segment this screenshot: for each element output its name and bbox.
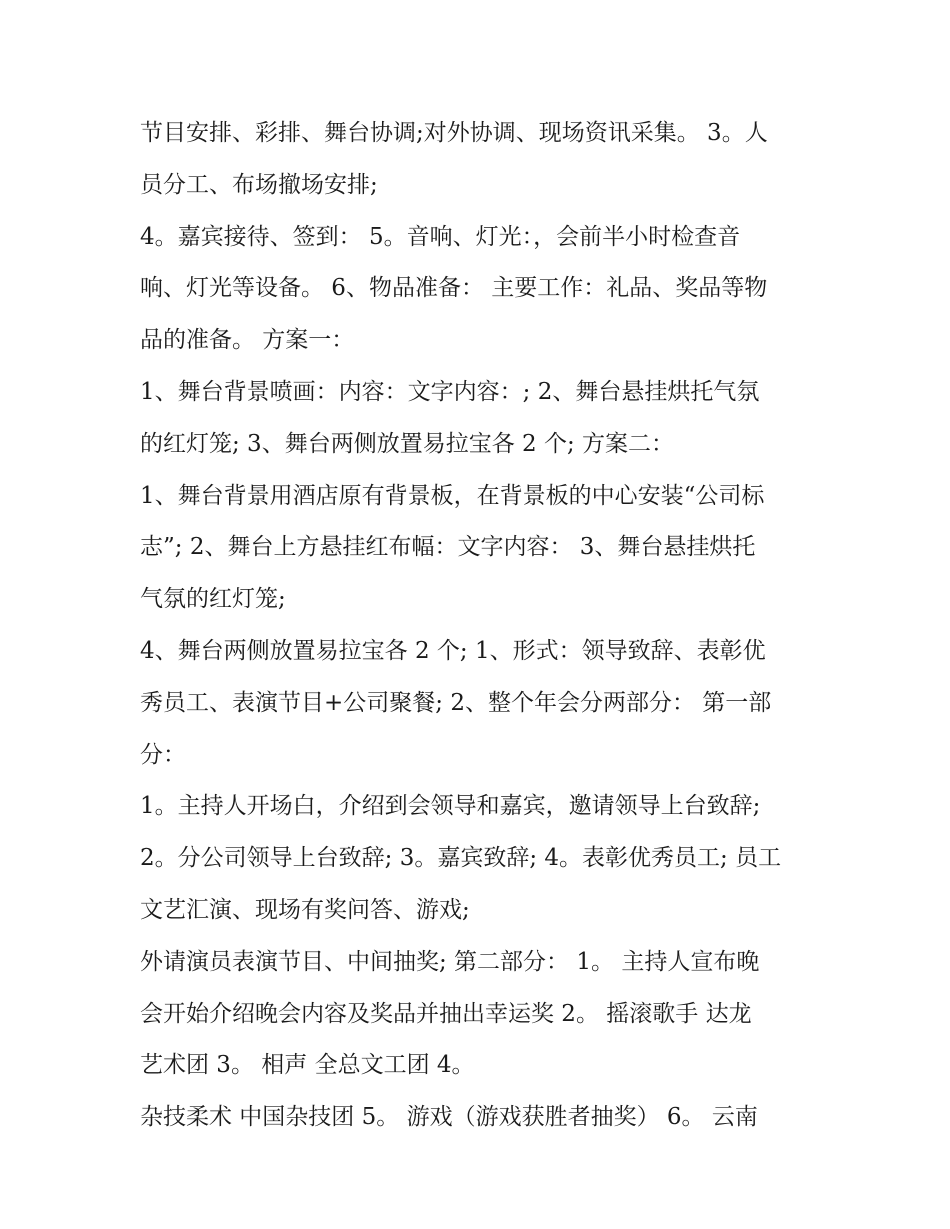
text-line: 2。分公司领导上台致辞; 3。嘉宾致辞; 4。表彰优秀员工; 员工 (140, 845, 782, 872)
text-line: 员分工、布场撤场安排; (140, 171, 378, 198)
text-line: 杂技柔术 中国杂技团 5。 游戏（游戏获胜者抽奖） 6。 云南 (140, 1104, 758, 1131)
text-line: 志”; 2、舞台上方悬挂红布幅：文字内容： 3、舞台悬挂烘托 (140, 534, 756, 561)
text-line: 4、舞台两侧放置易拉宝各 2 个; 1、形式：领导致辞、表彰优 (140, 637, 766, 664)
text-line: 艺术团 3。 相声 全总文工团 4。 (140, 1052, 475, 1079)
text-line: 秀员工、表演节目+公司聚餐; 2、整个年会分两部分： 第一部 (140, 689, 772, 716)
document-body (140, 108, 812, 1144)
text-line: 的红灯笼; 3、舞台两侧放置易拉宝各 2 个; 方案二： (140, 430, 675, 457)
text-line: 节目安排、彩排、舞台协调;对外协调、现场资讯采集。 3。人 (140, 120, 768, 146)
text-line: 文艺汇演、现场有奖问答、游戏; (140, 896, 470, 923)
text-line: 品的准备。 方案一： (140, 327, 355, 354)
text-line: 会开始介绍晚会内容及奖品并抽出幸运奖 2。 摇滚歌手 达龙 (140, 1000, 752, 1027)
text-line: 分： (140, 741, 186, 768)
text-line: 1。主持人开场白，介绍到会领导和嘉宾，邀请领导上台致辞; (140, 793, 761, 820)
text-line: 气氛的红灯笼; (140, 586, 286, 613)
text-line: 1、舞台背景用酒店原有背景板，在背景板的中心安装“公司标 (140, 482, 765, 509)
text-line: 外请演员表演节目、中间抽奖; 第二部分： 1。 主持人宣布晚 (140, 948, 760, 975)
text-line: 4。嘉宾接待、签到： 5。音响、灯光：，会前半小时检查音 (140, 223, 741, 250)
text-line: 1、舞台背景喷画：内容：文字内容：; 2、舞台悬挂烘托气氛 (140, 378, 760, 405)
text-line: 响、灯光等设备。 6、物品准备： 主要工作：礼品、奖品等物 (140, 275, 768, 302)
